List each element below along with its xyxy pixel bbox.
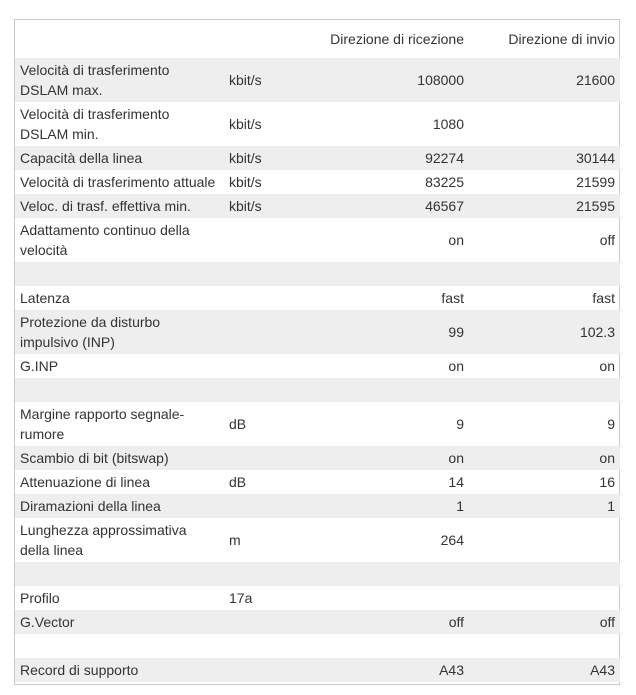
row-unit — [224, 262, 319, 286]
row-unit — [224, 658, 319, 682]
header-name — [15, 20, 224, 58]
row-receive-value: 1080 — [432, 116, 464, 132]
row-receive-value: on — [319, 446, 469, 470]
table-row — [15, 194, 620, 218]
table-row — [15, 378, 620, 402]
header-send-direction: Direzione di invio — [508, 31, 615, 47]
row-label: G.INP — [20, 358, 59, 374]
row-receive-value — [319, 262, 469, 286]
row-label: Latenza — [20, 290, 70, 306]
row-unit: kbit/s — [224, 146, 319, 170]
row-unit — [224, 310, 319, 354]
row-receive-value: 83225 — [425, 174, 464, 190]
row-unit — [224, 634, 319, 658]
row-label — [15, 562, 224, 586]
row-send-value: 21595 — [469, 194, 620, 218]
row-send-value — [469, 586, 620, 610]
row-label: Velocità di trasferimento attuale — [20, 174, 216, 190]
row-send-value — [469, 378, 620, 402]
row-unit: kbit/s — [229, 174, 262, 190]
row-send-value: 16 — [599, 474, 615, 490]
row-send-value: A43 — [469, 658, 620, 682]
row-receive-value: A43 — [319, 658, 469, 682]
table-row — [15, 610, 620, 634]
row-send-value: 21599 — [576, 174, 615, 190]
row-label: Velocità di trasferimento DSLAM max. — [15, 58, 224, 102]
table-row — [15, 58, 620, 102]
row-unit: kbit/s — [229, 116, 262, 132]
dsl-info-table — [15, 20, 620, 682]
table-row — [15, 446, 620, 470]
row-label: Diramazioni della linea — [15, 494, 224, 518]
row-label: Capacità della linea — [15, 146, 224, 170]
table-row — [15, 494, 620, 518]
row-unit — [224, 610, 319, 634]
row-receive-value: 46567 — [319, 194, 469, 218]
table-header-row — [15, 20, 620, 58]
row-label — [15, 634, 224, 658]
table-row — [15, 218, 620, 262]
row-send-value: 30144 — [469, 146, 620, 170]
row-send-value — [469, 262, 620, 286]
row-send-value: 21600 — [469, 58, 620, 102]
table-row — [15, 470, 620, 494]
table-row — [15, 286, 620, 310]
row-unit — [224, 218, 319, 262]
row-unit: dB — [229, 416, 247, 432]
row-receive-value — [319, 586, 469, 610]
row-unit — [224, 378, 319, 402]
row-label: Velocità di trasferimento DSLAM min. — [20, 106, 170, 142]
row-send-value: 9 — [607, 416, 615, 432]
row-send-value — [469, 518, 620, 562]
row-send-value — [469, 102, 620, 146]
row-unit: dB — [229, 474, 247, 490]
row-label: Scambio di bit (bitswap) — [15, 446, 224, 470]
row-label: Attenuazione di linea — [20, 474, 150, 490]
row-send-value: 1 — [469, 494, 620, 518]
row-unit — [224, 494, 319, 518]
row-receive-value: on — [448, 358, 464, 374]
table-row — [15, 146, 620, 170]
row-receive-value — [319, 634, 469, 658]
row-receive-value: 9 — [456, 416, 464, 432]
row-unit: 17a — [229, 590, 253, 606]
table-row — [15, 102, 620, 146]
row-unit — [224, 354, 319, 378]
row-send-value: off — [469, 610, 620, 634]
row-unit — [224, 446, 319, 470]
row-label: Protezione da disturbo impulsivo (INP) — [15, 310, 224, 354]
row-send-value: 102.3 — [469, 310, 620, 354]
row-unit: kbit/s — [224, 58, 319, 102]
table-row — [15, 658, 620, 682]
table-row — [15, 310, 620, 354]
row-send-value: fast — [592, 290, 615, 306]
table-row — [15, 354, 620, 378]
row-label: G.Vector — [15, 610, 224, 634]
row-label: Veloc. di trasf. effettiva min. — [15, 194, 224, 218]
row-label — [15, 262, 224, 286]
row-receive-value: 1 — [319, 494, 469, 518]
row-receive-value: 108000 — [319, 58, 469, 102]
header-unit — [224, 20, 319, 58]
table-row — [15, 518, 620, 562]
row-unit: kbit/s — [224, 194, 319, 218]
row-unit — [224, 286, 319, 310]
row-unit — [224, 562, 319, 586]
row-receive-value: 14 — [448, 474, 464, 490]
row-receive-value: 99 — [319, 310, 469, 354]
table-row — [15, 634, 620, 658]
row-label: Profilo — [20, 590, 60, 606]
row-receive-value: on — [448, 232, 464, 248]
header-receive-direction: Direzione di ricezione — [330, 31, 464, 47]
table-row — [15, 586, 620, 610]
row-label: Adattamento continuo della velocità — [20, 222, 190, 258]
row-receive-value: 92274 — [319, 146, 469, 170]
row-send-value — [469, 634, 620, 658]
row-send-value: off — [599, 232, 615, 248]
row-label: Margine rapporto segnale-rumore — [20, 406, 185, 442]
row-label: Lunghezza approssimativa della linea — [20, 522, 187, 558]
row-receive-value — [319, 378, 469, 402]
row-receive-value: fast — [441, 290, 464, 306]
row-label — [15, 378, 224, 402]
table-row — [15, 262, 620, 286]
table-row — [15, 170, 620, 194]
table-row — [15, 562, 620, 586]
row-send-value — [469, 562, 620, 586]
row-receive-value — [319, 562, 469, 586]
row-send-value: on — [469, 446, 620, 470]
row-receive-value: 264 — [440, 532, 464, 548]
row-receive-value: off — [319, 610, 469, 634]
row-label: Record di supporto — [15, 658, 224, 682]
row-send-value: on — [599, 358, 615, 374]
table-row — [15, 402, 620, 446]
row-unit: m — [229, 532, 241, 548]
